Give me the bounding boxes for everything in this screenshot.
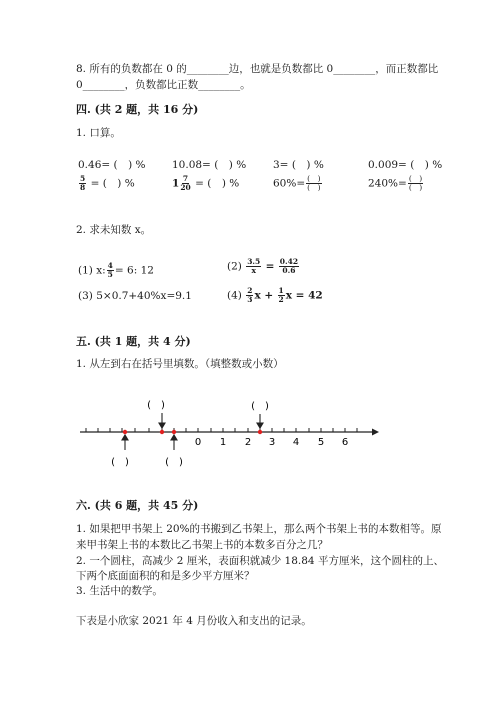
tick-label-0: 0 [194,437,202,448]
equation-1: (1) x: $\frac{4}{5}$ = 6: 12 [78,261,154,279]
section4-title: 四. (共 2 题，共 16 分) [76,103,199,116]
s6-q2-line1: 2. 一个圆柱，高减少 2 厘米，表面积就减少 18.84 平方厘米，这个圆柱的上、 [76,555,444,567]
tick-label-5: 5 [317,437,325,448]
arrow-down-left-head [159,423,165,428]
number-line-arrowhead [372,429,379,436]
calc-5-8: $\frac{5}{8}$ = ( ) % [80,174,135,192]
number-line [76,395,386,475]
calc-0-46: 0.46= ( ) % [78,159,146,171]
blank-lower-left: ( ) [111,457,129,468]
s4-q2-label: 2. 求未知数 x。 [76,224,152,236]
s5-q1-label: 1. 从左到右在括号里填数。（填整数或小数） [76,358,284,370]
arrow-down-right-head [257,423,263,428]
s6-q1-line1: 1. 如果把甲书架上 20%的书搬到乙书架上，那么两个书架上书的本数相等。原 [76,523,442,535]
s6-q3: 3. 生活中的数学。 [76,585,163,597]
q8-line2: 0________，负数都比正数________。 [76,79,251,91]
blank-lower-right: ( ) [165,457,183,468]
q8-line1: 8. 所有的负数都在 0 的________边，也就是负数都比 0________，而正数都比 [76,63,439,75]
s6-q1-line2: 来甲书架上书的本数比乙书架上书的本数多百分之几？ [76,539,328,551]
tick-label-4: 4 [292,437,300,448]
tick-label-1: 1 [219,437,227,448]
calc-10-08: 10.08= ( ) % [172,159,247,171]
tick-label-3: 3 [268,437,276,448]
calc-0-009: 0.009= ( ) % [368,159,443,171]
s6-q2-line2: 下两个底面面积的和是多少平方厘米？ [76,570,255,582]
section5-title: 五. (共 1 题，共 4 分) [76,335,191,348]
s6-record-intro: 下表是小欣家 2021 年 4 月份收入和支出的记录。 [76,615,312,627]
point-a [123,430,127,434]
arrow-up-right-head [171,435,177,440]
point-b [160,430,164,434]
calc-3: 3= ( ) % [273,159,324,171]
tick-label-6: 6 [341,437,349,448]
equation-3: (3) 5×0.7+40%x=9.1 [78,290,192,302]
equation-4: (4) $\frac{2}{3}$ x + $\frac{1}{2}$ x = 42 [227,286,323,304]
equation-2: (2) $\frac{3.5}{x}$ = $\frac{0.42}{0.6}$ [227,257,299,275]
point-c [172,430,176,434]
tick-label-2: 2 [244,437,252,448]
calc-240-percent: 240%= $\frac{( )}{( )}$ [368,174,423,192]
calc-1-7-20: 1 $\frac{7}{20}$ = ( ) % [172,174,240,192]
arrow-up-left-head [122,435,128,440]
s4-q1-label: 1. 口算。 [76,127,121,139]
blank-upper-right: ( ) [251,401,269,412]
blank-upper-left: ( ) [147,400,165,411]
point-d [258,430,262,434]
section6-title: 六. (共 6 题，共 45 分) [76,499,199,512]
calc-60-percent: 60%= $\frac{( )}{( )}$ [273,174,321,192]
